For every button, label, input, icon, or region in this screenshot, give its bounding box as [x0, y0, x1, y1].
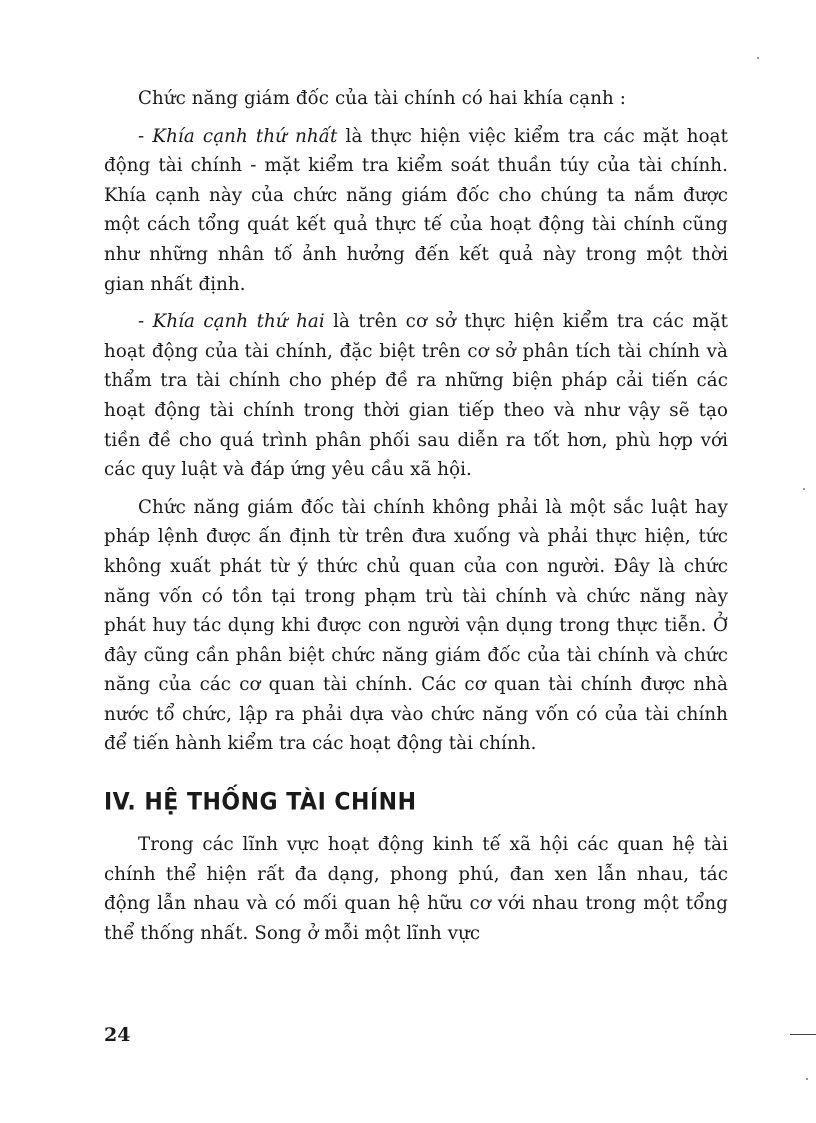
page-body [104, 84, 728, 948]
closing-paragraph: Trong các lĩnh vực hoạt động kinh tế xã hội các quan hệ tài chính thể hiện rất đa dạng, phong phú, đan xen lẫn nhau, tác động lẫn nhau và có mối quan hệ hữu cơ với nhau trong một tổng thể thống nhất. Song ở mỗi một lĩnh vực [104, 834, 728, 944]
aspect-two-paragraph [104, 307, 728, 485]
aspect-two-title: Khía cạnh thứ hai [152, 311, 325, 333]
scan-speck [806, 1078, 808, 1080]
intro-paragraph: Chức năng giám đốc của tài chính có hai khía cạnh : [138, 88, 626, 109]
section-heading: IV. HỆ THỐNG TÀI CHÍNH [104, 789, 417, 817]
scan-speck [757, 57, 759, 59]
aspect-one-text: là thực hiện việc kiểm tra các mặt hoạt động tài chính - mặt kiểm tra kiểm soát thuần túy của tài chính. Khía cạnh này của chức năng giám đốc cho chúng ta nắm được một cách tổng quát kết quả thực tế của hoạt động tài chính cũng như những nhân tố ảnh hưởng đến kết quả này trong một thời gian nhất định. [104, 125, 728, 295]
scan-edge-line [790, 1034, 816, 1035]
nature-paragraph: Chức năng giám đốc tài chính không phải là một sắc luật hay pháp lệnh được ấn định từ trên đưa xuống và phải thực hiện, tức không xuất phát từ ý thức chủ quan của con người. Đây là chức năng vốn có tồn tại trong phạm trù tài chính và chức năng này phát huy tác dụng khi được con người vận dụng trong thực tiễn. Ở đây cũng cần phân biệt chức năng giám đốc của tài chính và chức năng của các cơ quan tài chính. Các cơ quan tài chính được nhà nước tổ chức, lập ra phải dựa vào chức năng vốn có của tài chính để tiến hành kiểm tra các hoạt động tài chính. [104, 496, 728, 755]
aspect-one-title: Khía cạnh thứ nhất [152, 125, 338, 147]
aspect-one-paragraph [104, 122, 728, 300]
aspect-two-text: là trên cơ sở thực hiện kiểm tra các mặt hoạt động của tài chính, đặc biệt trên cơ sở phân tích tài chính và thẩm tra tài chính cho phép đề ra những biện pháp cải tiến các hoạt động tài chính trong thời gian tiếp theo và như vậy sẽ tạo tiền đề cho quá trình phân phối sau diễn ra tốt hơn, phù hợp với các quy luật và đáp ứng yêu cầu xã hội. [104, 311, 728, 481]
aspect-one-lead: - [138, 125, 153, 147]
page-number: 24 [104, 1024, 131, 1046]
scan-speck [803, 488, 805, 490]
aspect-two-lead: - [138, 311, 153, 333]
